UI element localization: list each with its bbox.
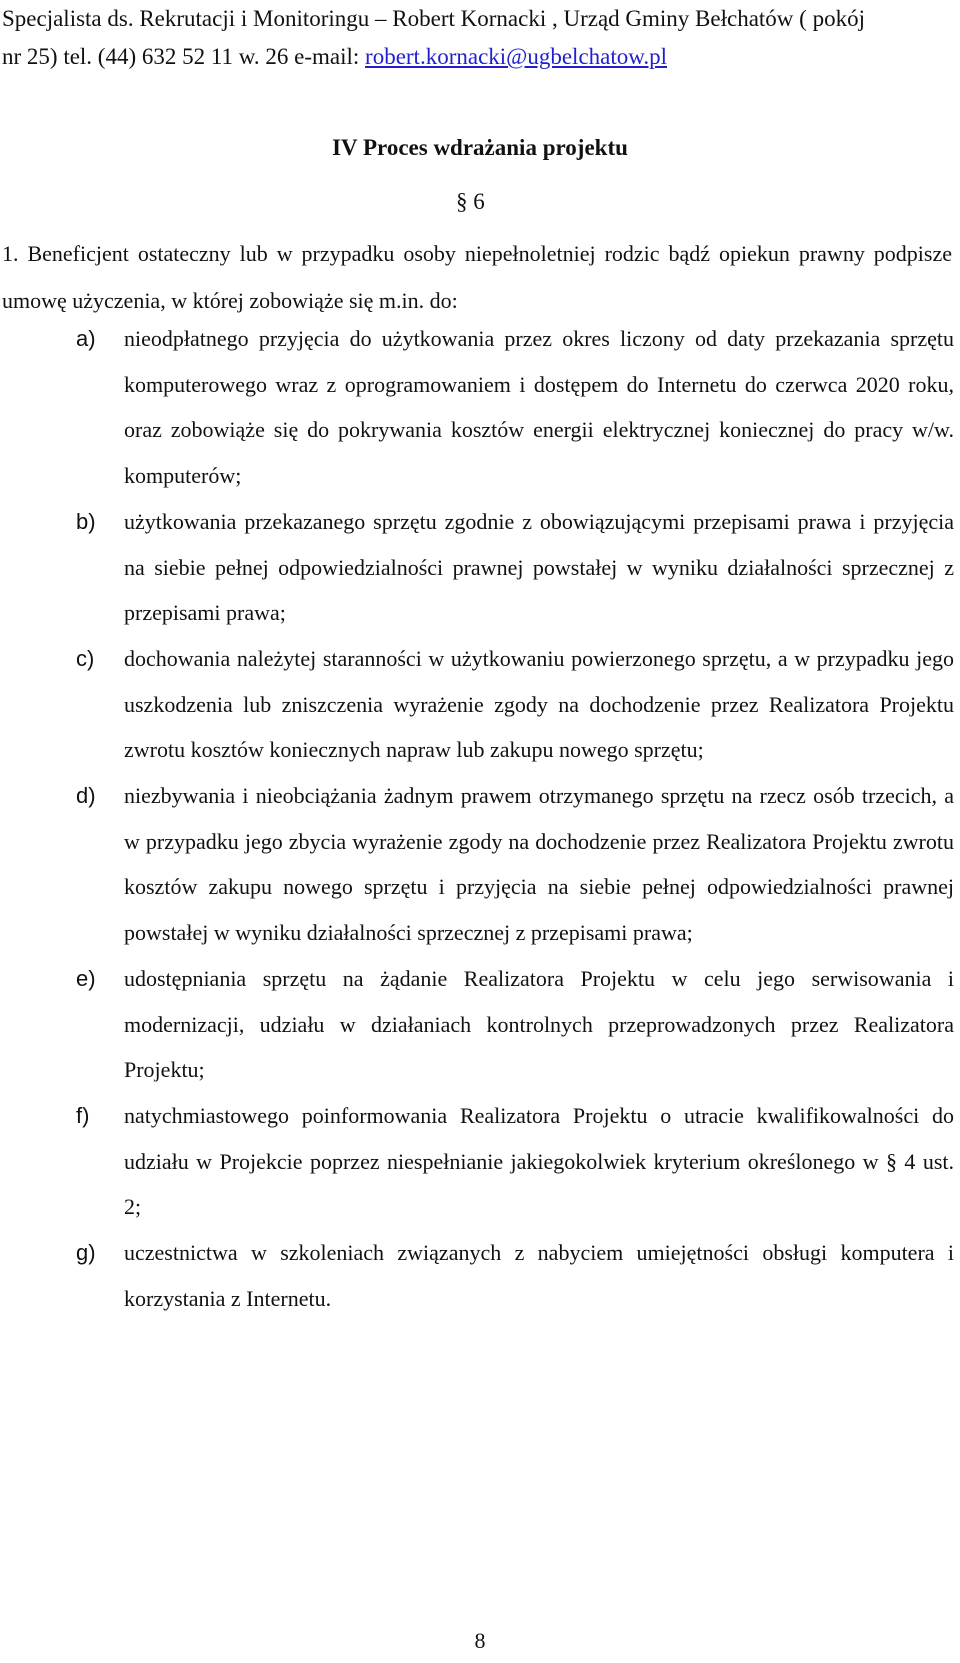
list-marker: b) xyxy=(76,508,96,534)
page-number: 8 xyxy=(474,1628,486,1653)
list-marker: e) xyxy=(76,965,96,991)
chapter-title: IV Proces wdrażania projektu xyxy=(332,135,628,160)
list-item-text: uczestnictwa w szkoleniach związanych z nabyciem umiejętności obsługi komputera i korzystania z Internetu. xyxy=(124,1240,954,1311)
list-item-text: niezbywania i nieobciążania żadnym prawem otrzymanego sprzętu na rzecz osób trzecich, a w przypadku jego zbycia wyrażenie zgody na dochodzenie przez Realizatora Projektu zwrotu kosztów zakupu nowego sprzętu i przyjęcia na siebie pełnej odpowiedzialności prawnej powstałej w wyniku działalności sprzecznej z przepisami prawa; xyxy=(124,783,954,946)
list-item xyxy=(76,499,954,636)
list-marker: c) xyxy=(76,645,95,671)
contact-header xyxy=(2,0,952,76)
list-item xyxy=(76,316,954,499)
list-item-text: nieodpłatnego przyjęcia do użytkowania przez okres liczony od daty przekazania sprzętu komputerowego wraz z oprogramowaniem i dostępem do Internetu do czerwca 2020 roku, oraz zobowiąże się do pokrywania kosztów energii elektrycznej koniecznej do pracy w/w. komputerów; xyxy=(124,326,954,489)
list-item xyxy=(76,1093,954,1230)
list-marker: f) xyxy=(76,1102,90,1128)
intro-paragraph: 1. Beneficjent ostateczny lub w przypadku osoby niepełnoletniej rodzic bądź opiekun prawny podpisze umowę użyczenia, w której zobowiąże się m.in. do: xyxy=(2,241,952,313)
list-item xyxy=(76,956,954,1093)
section-label: § 6 xyxy=(456,189,485,214)
list-item-text: dochowania należytej staranności w użytkowaniu powierzonego sprzętu, a w przypadku jego uszkodzenia lub zniszczenia wyrażenie zgody na dochodzenie przez Realizatora Projektu zwrotu kosztów koniecznych napraw lub zakupu nowego sprzętu; xyxy=(124,645,954,763)
list-item-text: udostępniania sprzętu na żądanie Realizatora Projektu w celu jego serwisowania i modernizacji, udziału w działaniach kontrolnych przeprowadzonych przez Realizatora Projektu; xyxy=(124,965,954,1083)
list-item xyxy=(76,773,954,956)
list-marker: g) xyxy=(76,1240,96,1266)
list-item xyxy=(76,636,954,773)
list-item xyxy=(76,1230,954,1321)
obligations-list xyxy=(76,316,954,1321)
list-marker: a) xyxy=(76,326,96,351)
email-link[interactable]: robert.kornacki@ugbelchatow.pl xyxy=(365,44,668,69)
list-marker: d) xyxy=(76,783,96,809)
list-item-text: natychmiastowego poinformowania Realizatora Projektu o utracie kwalifikowalności do udziału w Projekcie poprzez niespełnianie jakiegokolwiek kryterium określonego w § 4 ust. 2; xyxy=(124,1102,954,1220)
list-item-text: użytkowania przekazanego sprzętu zgodnie z obowiązującymi przepisami prawa i przyjęcia na siebie pełnej odpowiedzialności prawnej powstałej w wyniku działalności sprzecznej z przepisami prawa; xyxy=(124,508,954,626)
contact-line-1: Specjalista ds. Rekrutacji i Monitoringu – Robert Kornacki , Urząd Gminy Bełchatów ( pokój xyxy=(2,6,865,31)
contact-line-2-prefix: nr 25) tel. (44) 632 52 11 w. 26 e-mail: xyxy=(2,44,366,69)
